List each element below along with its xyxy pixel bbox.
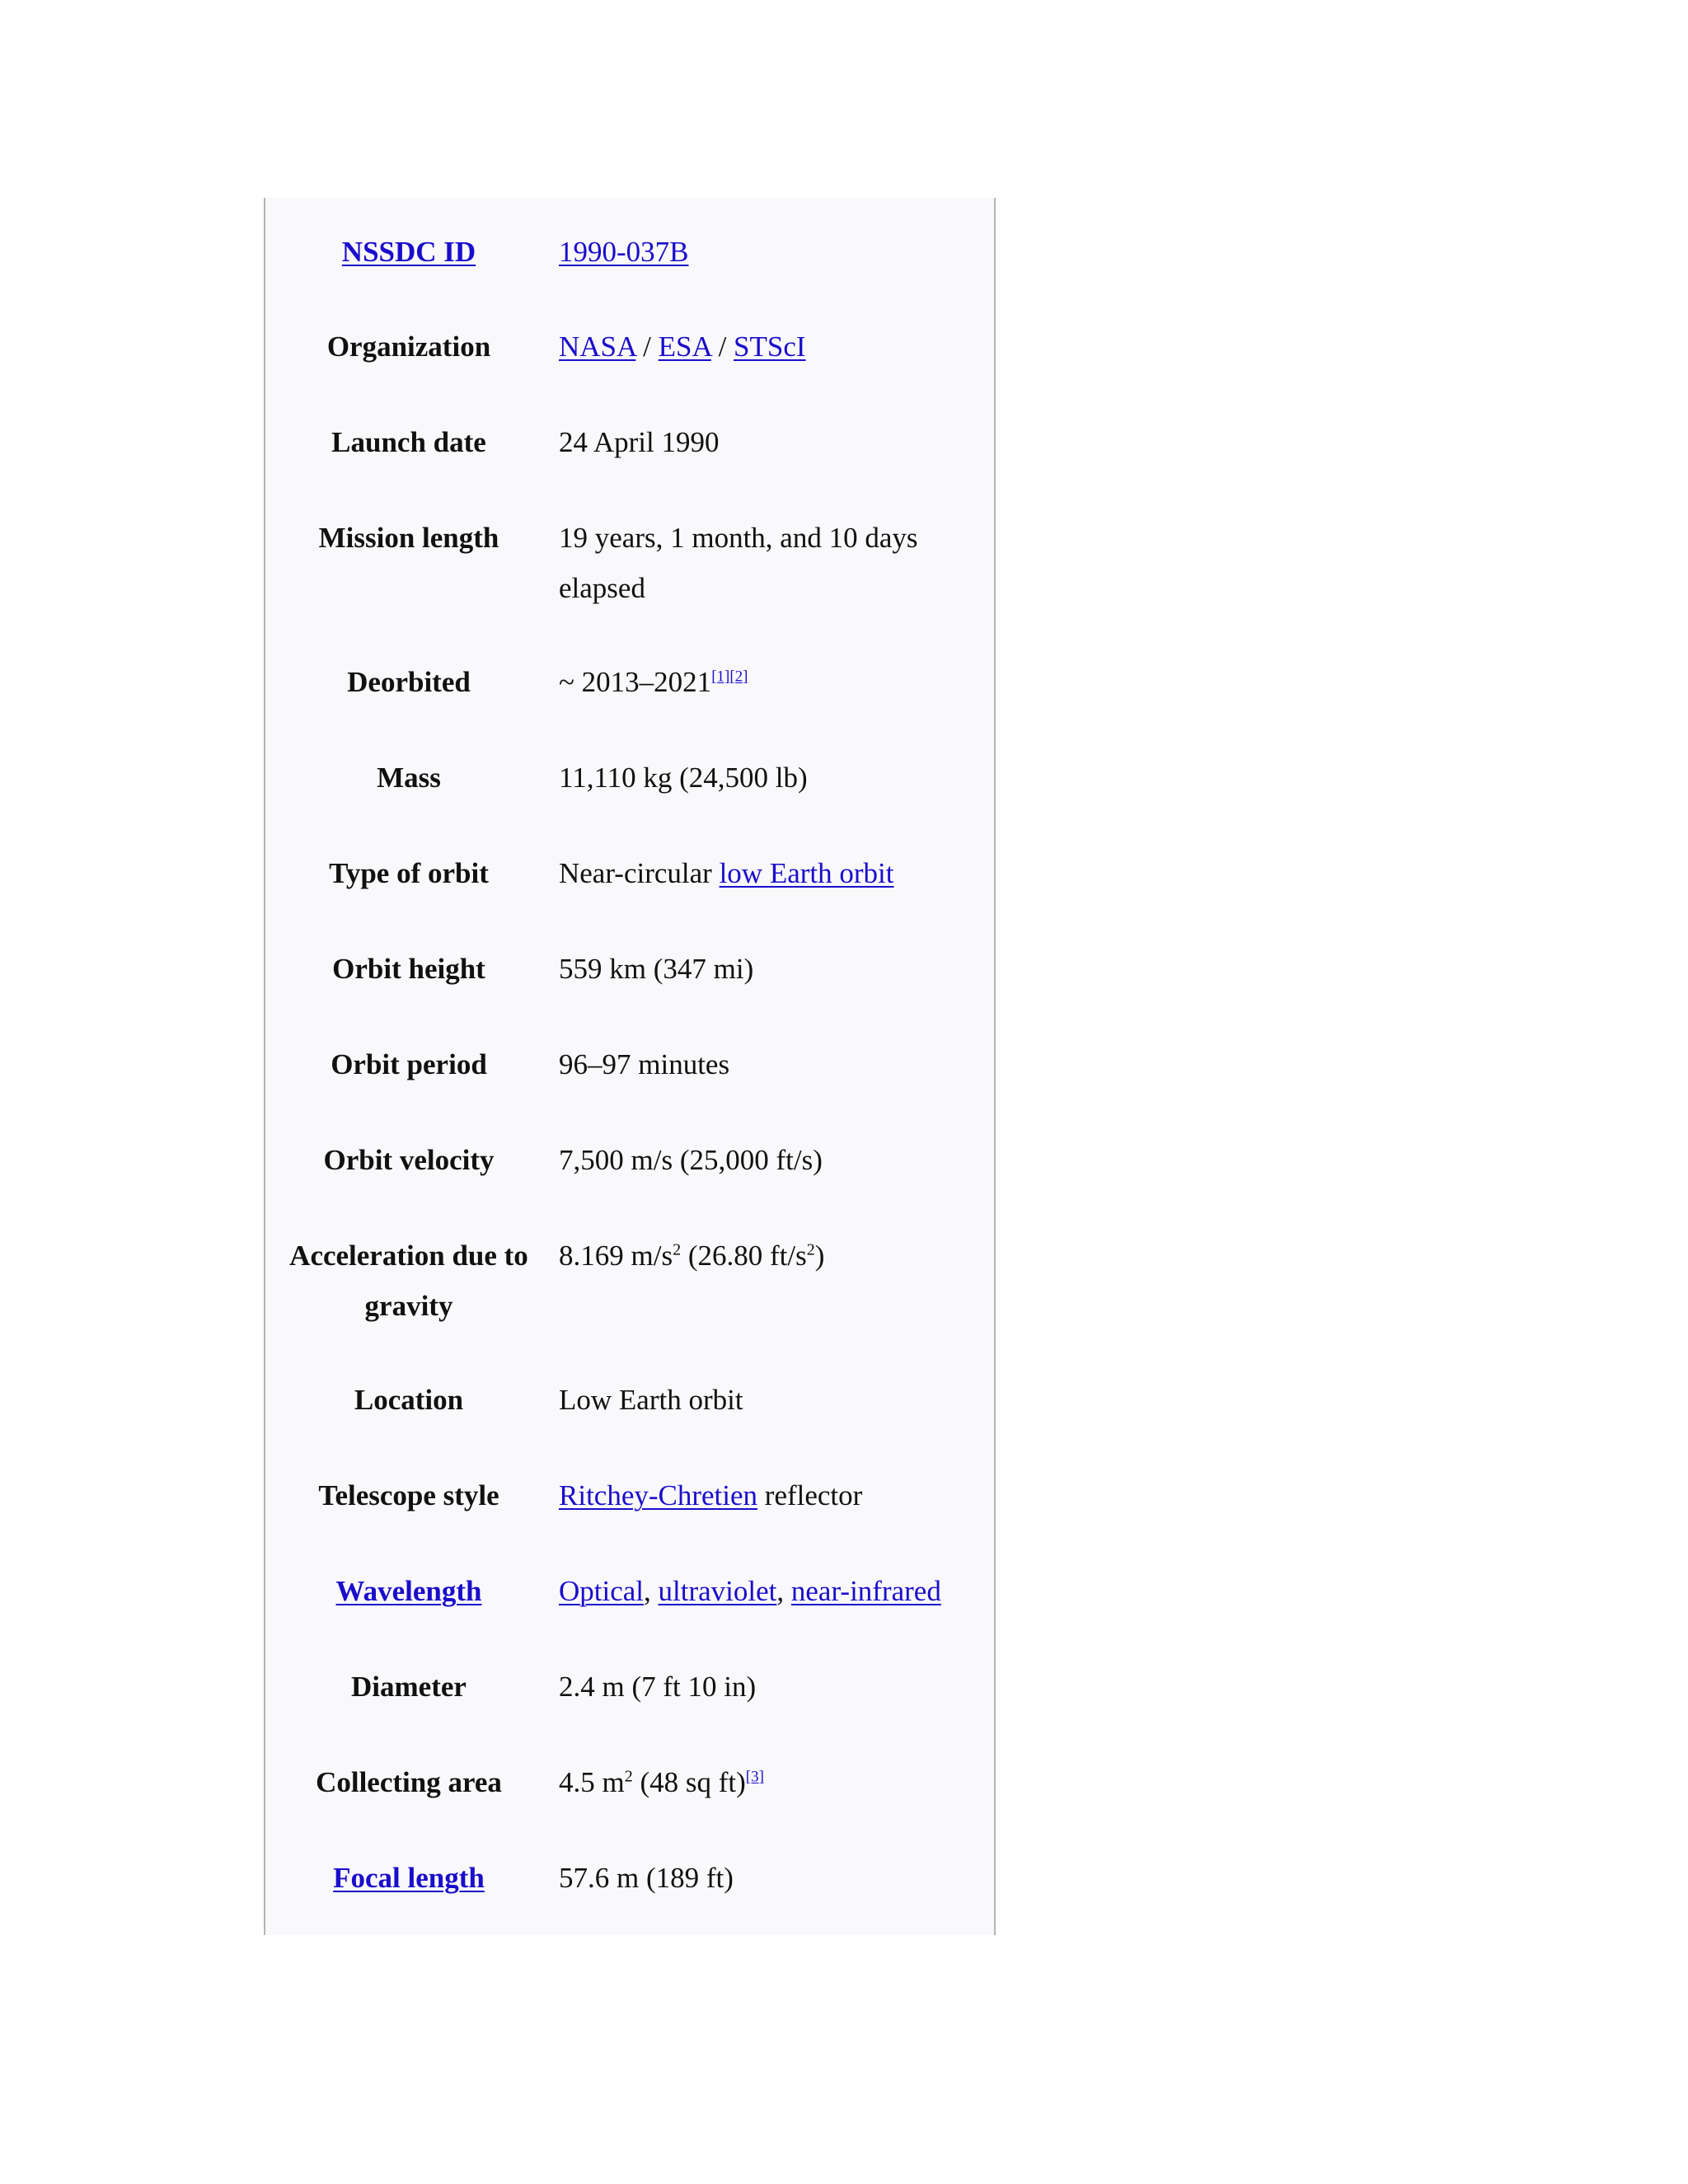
row-value [559,321,971,372]
reference-3-link[interactable]: [3] [745,1768,764,1786]
row-value: 7,500 m/s (25,000 ft/s) [559,1144,823,1176]
row-label: Collecting area [316,1766,502,1798]
stsci-link[interactable]: STScI [734,330,806,363]
infobox-table [264,198,996,1935]
row-label: Organization [326,330,491,363]
separator: , [776,1575,791,1607]
orbit-type-prefix: Near-circular [559,857,720,889]
superscript: 2 [806,1240,815,1259]
row-label: Mass [377,762,441,794]
separator: / [635,330,659,363]
row-label: Telescope style [318,1479,499,1511]
row-value [559,1470,971,1521]
row-label: Orbit velocity [323,1144,495,1176]
row-value [559,1230,971,1281]
row-label [265,227,552,277]
reference-2-link[interactable]: [2] [729,668,748,686]
row-value: 11,110 kg (24,500 lb) [559,762,808,794]
telescope-style-suffix: reflector [757,1479,863,1511]
row-value [559,848,971,898]
nssdc-id-link[interactable]: NSSDC ID [341,236,476,268]
low-earth-orbit-link[interactable]: low Earth orbit [719,857,894,889]
row-label: Location [354,1384,464,1416]
gravity-imperial: (26.80 ft/s [681,1240,807,1272]
row-label: Orbit period [331,1048,487,1080]
row-label [265,1566,552,1616]
optical-link[interactable]: Optical [559,1575,645,1607]
nasa-link[interactable]: NASA [559,330,636,363]
gravity-metric: 8.169 m/s [559,1240,673,1272]
esa-link[interactable]: ESA [658,330,711,363]
superscript: 2 [673,1240,682,1259]
reference-1-link[interactable]: [1] [711,668,730,686]
row-value [559,657,971,707]
row-value: 559 km (347 mi) [559,953,754,985]
row-value: 19 years, 1 month, and 10 days elapsed [559,522,918,604]
ritchey-chretien-link[interactable]: Ritchey-Chretien [559,1479,758,1511]
row-label: Acceleration due to gravity [289,1240,528,1322]
row-value [559,1566,971,1616]
row-value [559,227,971,277]
superscript: 2 [624,1767,633,1786]
row-label: Type of orbit [329,857,489,889]
row-value: 24 April 1990 [559,426,720,458]
row-label: Mission length [318,522,499,554]
near-infrared-link[interactable]: near-infrared [790,1575,941,1607]
separator: , [644,1575,659,1607]
row-value: 57.6 m (189 ft) [559,1862,734,1894]
focal-length-link[interactable]: Focal length [333,1862,485,1894]
wavelength-link[interactable]: Wavelength [335,1575,482,1607]
row-value: 2.4 m (7 ft 10 in) [559,1671,757,1703]
row-label: Diameter [351,1671,467,1703]
separator: / [710,330,734,363]
collecting-area-metric: 4.5 m [559,1766,625,1798]
nssdc-id-value-link[interactable]: 1990-037B [559,236,689,268]
row-label: Launch date [331,426,486,458]
row-value [559,1757,971,1807]
row-value: Low Earth orbit [559,1384,743,1416]
ultraviolet-link[interactable]: ultraviolet [658,1575,777,1607]
deorbited-value: ~ 2013–2021 [559,666,712,698]
row-label: Deorbited [347,666,471,698]
row-label: Orbit height [332,953,485,985]
closing-paren: ) [814,1240,825,1272]
row-label [265,1853,552,1903]
row-value: 96–97 minutes [559,1048,730,1080]
collecting-area-imperial: (48 sq ft) [632,1766,746,1798]
